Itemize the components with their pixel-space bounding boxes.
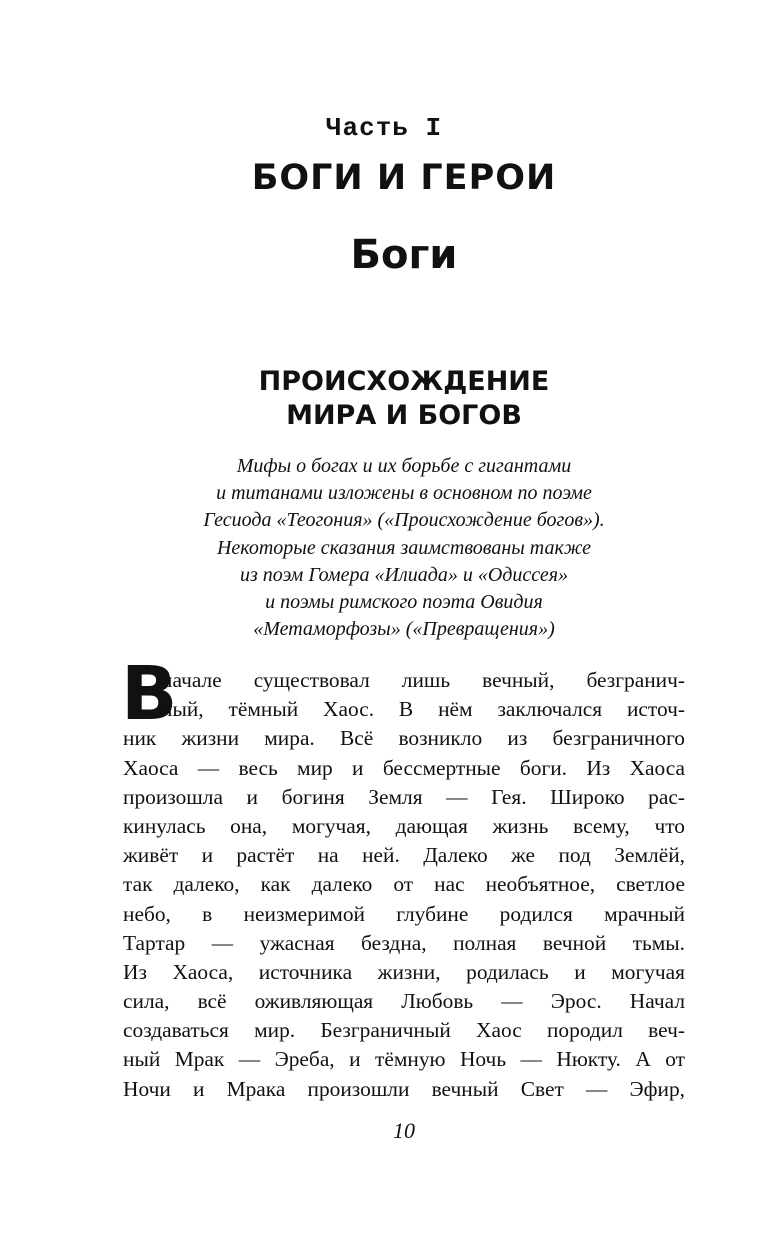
body-line: ный Мрак — Эреба, и тёмную Ночь — Нюкту. А от: [123, 1047, 685, 1072]
body-line: так далеко, как далеко от нас необъятное, светлое: [123, 872, 685, 897]
body-line: Хаоса — весь мир и бессмертные боги. Из Хаоса: [123, 755, 685, 780]
epigraph-line: Гесиода «Теогония» («Происхождение богов»).: [203, 509, 605, 532]
body-line: небо, в неизмеримой глубине родился мрачный: [123, 901, 685, 926]
body-line: Ночи и Мрака произошли вечный Свет — Эфир,: [123, 1076, 685, 1101]
chapter-title-line: МИРА И БОГОВ: [286, 400, 522, 431]
body-line: кинулась она, могучая, дающая жизнь всему, что: [123, 813, 685, 838]
drop-cap: В: [121, 651, 178, 737]
body-line: начале существовал лишь вечный, безгранич-: [161, 668, 685, 692]
chapter-title-line: ПРОИСХОЖДЕНИЕ: [258, 366, 550, 397]
chapter-title: [0, 365, 768, 433]
part-label: Часть I: [325, 113, 443, 143]
body-line: произошла и богиня Земля — Гея. Широко рас-: [123, 784, 685, 809]
body-line: ный, тёмный Хаос. В нём заключался источ-: [161, 697, 685, 722]
epigraph-line: «Метаморфозы» («Превращения»): [253, 618, 555, 641]
epigraph-line: и поэмы римского поэта Овидия: [265, 591, 543, 614]
epigraph-line: и титанами изложены в основном по поэме: [216, 482, 592, 505]
body-line: Тартар — ужасная бездна, полная вечной тьмы.: [123, 930, 685, 955]
epigraph-line: из поэм Гомера «Илиада» и «Одиссея»: [239, 563, 569, 586]
part-title: БОГИ И ГЕРОИ: [251, 158, 557, 198]
epigraph-line: Некоторые сказания заимствованы также: [216, 536, 592, 559]
epigraph-line: Мифы о богах и их борьбе с гигантами: [236, 455, 572, 477]
body-text: [123, 666, 685, 1104]
body-line: Из Хаоса, источника жизни, родилась и могучая: [123, 959, 685, 984]
body-line: ник жизни мира. Всё возникло из безграничного: [123, 726, 685, 751]
epigraph: [0, 453, 768, 643]
body-line: живёт и растёт на ней. Далеко же под Землёй,: [123, 843, 685, 868]
page-number: 10: [393, 1118, 415, 1143]
section-title: Боги: [350, 232, 458, 278]
body-line: сила, всё оживляющая Любовь — Эрос. Начал: [123, 989, 685, 1014]
body-line: создаваться мир. Безграничный Хаос породил веч-: [123, 1018, 685, 1043]
